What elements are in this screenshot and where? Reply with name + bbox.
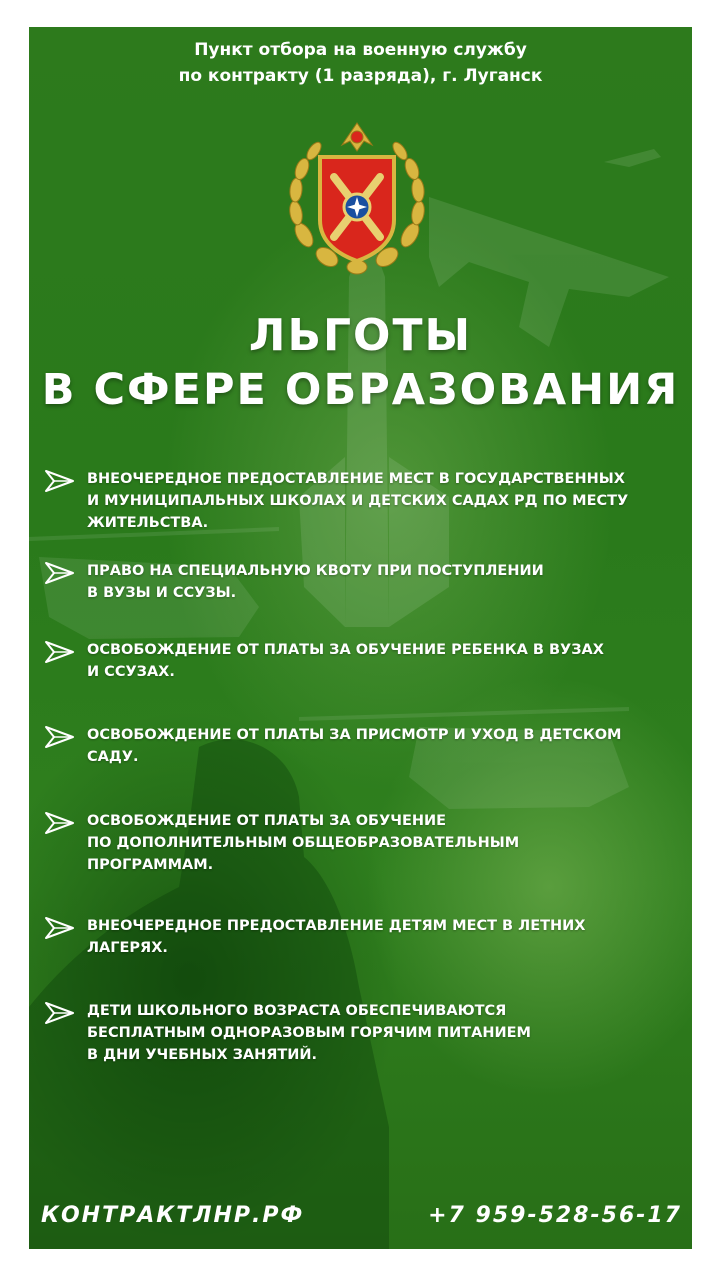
benefit-text: [87, 915, 687, 959]
benefit-line: ДЕТИ ШКОЛЬНОГО ВОЗРАСТА ОБЕСПЕЧИВАЮТСЯ: [87, 1003, 507, 1019]
benefit-line: ПРОГРАММАМ.: [87, 857, 214, 873]
arrow-icon: [43, 560, 77, 586]
arrow-icon: [43, 915, 77, 941]
benefit-line: ЖИТЕЛЬСТВА.: [87, 515, 209, 531]
benefit-text: [87, 1000, 687, 1066]
benefit-line: ОСВОБОЖДЕНИЕ ОТ ПЛАТЫ ЗА ПРИСМОТР И УХОД В ДЕТСКОМ: [87, 727, 622, 743]
header-line-2: по контракту (1 разряда), г. Луганск: [178, 66, 543, 86]
phone-number[interactable]: +7 959-528-56-17: [428, 1203, 682, 1228]
benefit-line: И МУНИЦИПАЛЬНЫХ ШКОЛАХ И ДЕТСКИХ САДАХ РД ПО МЕСТУ: [87, 493, 629, 509]
poster: [29, 27, 692, 1249]
header: [29, 37, 692, 89]
arrow-icon: [43, 810, 77, 836]
benefit-line: ВНЕОЧЕРЕДНОЕ ПРЕДОСТАВЛЕНИЕ МЕСТ В ГОСУДАРСТВЕННЫХ: [87, 471, 625, 487]
benefit-text: [87, 724, 687, 768]
benefit-line: ОСВОБОЖДЕНИЕ ОТ ПЛАТЫ ЗА ОБУЧЕНИЕ: [87, 813, 447, 829]
benefit-line: САДУ.: [87, 749, 139, 765]
website-link[interactable]: КОНТРАКТЛНР.РФ: [41, 1203, 305, 1228]
benefit-line: ПО ДОПОЛНИТЕЛЬНЫМ ОБЩЕОБРАЗОВАТЕЛЬНЫМ: [87, 835, 520, 851]
benefit-text: [87, 468, 687, 534]
header-line-1: Пункт отбора на военную службу: [194, 40, 527, 60]
benefit-line: В ДНИ УЧЕБНЫХ ЗАНЯТИЙ.: [87, 1047, 318, 1063]
arrow-icon: [43, 639, 77, 665]
arrow-icon: [43, 468, 77, 494]
title-line-1: ЛЬГОТЫ: [248, 310, 473, 361]
benefit-line: БЕСПЛАТНЫМ ОДНОРАЗОВЫМ ГОРЯЧИМ ПИТАНИЕМ: [87, 1025, 531, 1041]
arrow-icon: [43, 724, 77, 750]
arrow-icon: [43, 1000, 77, 1026]
benefit-line: ПРАВО НА СПЕЦИАЛЬНУЮ КВОТУ ПРИ ПОСТУПЛЕНИИ: [87, 563, 544, 579]
benefit-text: [87, 639, 687, 683]
benefit-line: ЛАГЕРЯХ.: [87, 940, 168, 956]
benefit-text: [87, 810, 687, 876]
benefit-line: ОСВОБОЖДЕНИЕ ОТ ПЛАТЫ ЗА ОБУЧЕНИЕ РЕБЕНКА В ВУЗАХ: [87, 642, 604, 658]
page-title: [29, 309, 692, 417]
benefit-line: В ВУЗЫ И ССУЗЫ.: [87, 585, 237, 601]
title-line-2: В СФЕРЕ ОБРАЗОВАНИЯ: [41, 365, 680, 415]
military-emblem-icon: [282, 115, 432, 280]
benefit-line: ВНЕОЧЕРЕДНОЕ ПРЕДОСТАВЛЕНИЕ ДЕТЯМ МЕСТ В ЛЕТНИХ: [87, 918, 586, 934]
benefit-text: [87, 560, 687, 604]
benefit-line: И ССУЗАХ.: [87, 664, 175, 680]
